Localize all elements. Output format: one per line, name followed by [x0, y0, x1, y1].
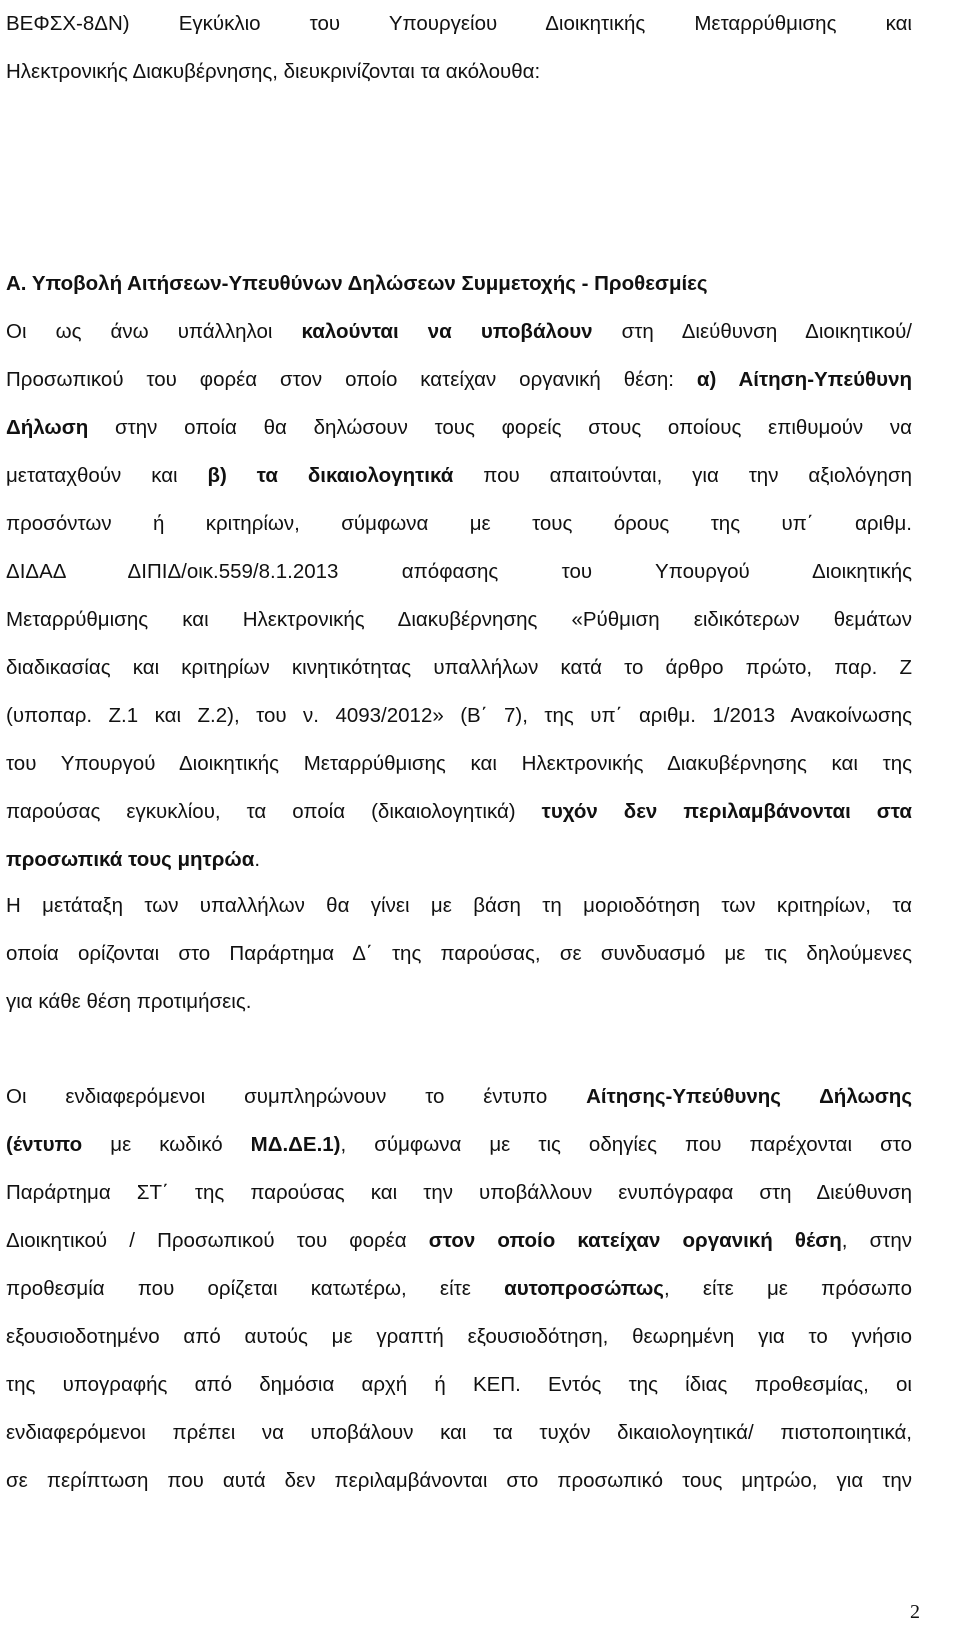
text-line — [6, 404, 912, 452]
text-run: (υποπαρ. Ζ.1 και Ζ.2), του ν. 4093/2012» (Β΄ 7), της υπ΄ αριθμ. 1/2013 Ανακοίνωσης — [6, 704, 912, 727]
text-run: Ηλεκτρονικής Διακυβέρνησης, διευκρινίζονται τα ακόλουθα: — [6, 60, 541, 83]
text-line — [6, 548, 912, 596]
text-line — [6, 788, 912, 836]
section-heading-text: Α. Υποβολή Αιτήσεων-Υπευθύνων Δηλώσεων Συμμετοχής - Προθεσμίες — [6, 272, 708, 295]
bold-text: προσωπικά τους μητρώα — [6, 848, 255, 871]
text-line — [6, 1457, 912, 1505]
text-run: Μεταρρύθμισης και Ηλεκτρονικής Διακυβέρνησης «Ρύθμιση ειδικότερων θεμάτων — [6, 608, 912, 631]
text-run: ενδιαφερόμενοι πρέπει να υποβάλουν και τα τυχόν δικαιολογητικά/ πιστοποιητικά, — [6, 1421, 912, 1444]
page-number: 2 — [910, 1601, 920, 1623]
text-line — [6, 48, 912, 96]
text-run: Η μετάταξη των υπαλλήλων θα γίνει με βάση τη μοριοδότηση των κριτηρίων, τα — [6, 894, 912, 917]
paragraph-1 — [6, 308, 912, 884]
text-run: Οι ως άνω υπάλληλοι — [6, 320, 302, 343]
text-line — [6, 308, 912, 356]
text-line — [6, 740, 912, 788]
text-run: Προσωπικού του φορέα στον οποίο κατείχαν οργανική θέση: — [6, 368, 697, 391]
bold-text: καλούνται να υποβάλουν — [301, 320, 593, 343]
text-run: , σύμφωνα με τις οδηγίες που παρέχονται στο — [340, 1133, 912, 1156]
text-line — [6, 1121, 912, 1169]
bold-text: στον οποίο κατείχαν οργανική θέση — [428, 1229, 842, 1252]
text-line — [6, 596, 912, 644]
text-line — [6, 356, 912, 404]
text-line — [6, 882, 912, 930]
text-run: για κάθε θέση προτιμήσεις. — [6, 990, 252, 1013]
text-run: παρούσας εγκυκλίου, τα οποία (δικαιολογητικά) — [6, 800, 542, 823]
section-heading — [6, 260, 912, 308]
text-line — [6, 836, 912, 884]
bold-text: α) Αίτηση-Υπεύθυνη — [696, 368, 912, 391]
paragraph-2 — [6, 882, 912, 1026]
text-run: Διοικητικού / Προσωπικού του φορέα — [6, 1229, 429, 1252]
text-line — [6, 1313, 912, 1361]
text-run: προσόντων ή κριτηρίων, σύμφωνα με τους όρους της υπ΄ αριθμ. — [6, 512, 912, 535]
paragraph-3 — [6, 1073, 912, 1505]
text-run: του Υπουργού Διοικητικής Μεταρρύθμισης και Ηλεκτρονικής Διακυβέρνησης και της — [6, 752, 912, 775]
text-line — [6, 0, 912, 48]
text-line — [6, 1361, 912, 1409]
bold-text: Δήλωση — [6, 416, 89, 439]
text-run: . — [254, 848, 261, 871]
bold-text: ΜΔ.ΔΕ.1) — [250, 1133, 341, 1156]
text-run: ΔΙΔΑΔ ΔΙΠΙΔ/οικ.559/8.1.2013 απόφασης του Υπουργού Διοικητικής — [6, 560, 912, 583]
text-line — [6, 1073, 912, 1121]
bold-text: Αίτησης-Υπεύθυνης Δήλωσης — [586, 1085, 912, 1108]
bold-text: αυτοπροσώπως — [504, 1277, 664, 1300]
text-run: ΒΕΦΣΧ-8ΔΝ) Εγκύκλιο του Υπουργείου Διοικητικής Μεταρρύθμισης και — [6, 12, 912, 35]
text-run: της υπογραφής από δημόσια αρχή ή ΚΕΠ. Εντός της ίδιας προθεσμίας, οι — [6, 1373, 912, 1396]
text-line — [6, 1217, 912, 1265]
bold-text: τυχόν δεν περιλαμβάνονται στα — [541, 800, 912, 823]
text-run: στην οποία θα δηλώσουν τους φορείς στους οποίους επιθυμούν να — [88, 416, 912, 439]
text-run: που απαιτούνται, για την αξιολόγηση — [453, 464, 912, 487]
text-line — [6, 692, 912, 740]
text-run: σε περίπτωση που αυτά δεν περιλαμβάνονται στο προσωπικό τους μητρώο, για την — [6, 1469, 912, 1492]
text-run: εξουσιοδοτημένο από αυτούς με γραπτή εξουσιοδότηση, θεωρημένη για το γνήσιο — [6, 1325, 912, 1348]
text-run: Οι ενδιαφερόμενοι συμπληρώνουν το έντυπο — [6, 1085, 587, 1108]
text-run: μεταταχθούν και — [6, 464, 208, 487]
text-line — [6, 452, 912, 500]
text-line — [6, 1265, 912, 1313]
text-run: οποία ορίζονται στο Παράρτημα Δ΄ της παρούσας, σε συνδυασμό με τις δηλούμενες — [6, 942, 912, 965]
bold-text: (έντυπο — [6, 1133, 83, 1156]
text-run: προθεσμία που ορίζεται κατωτέρω, είτε — [6, 1277, 505, 1300]
text-run: στη Διεύθυνση Διοικητικού/ — [592, 320, 912, 343]
text-run: διαδικασίας και κριτηρίων κινητικότητας υπαλλήλων κατά το άρθρο πρώτο, παρ. Ζ — [6, 656, 912, 679]
bold-text: β) τα δικαιολογητικά — [207, 464, 454, 487]
text-line — [6, 500, 912, 548]
text-run: Παράρτημα ΣΤ΄ της παρούσας και την υποβάλλουν ενυπόγραφα στη Διεύθυνση — [6, 1181, 912, 1204]
text-line — [6, 978, 912, 1026]
text-line — [6, 1409, 912, 1457]
text-line — [6, 1169, 912, 1217]
text-run: , στην — [841, 1229, 913, 1252]
text-run: , είτε με πρόσωπο — [663, 1277, 912, 1300]
text-line — [6, 930, 912, 978]
intro-text — [6, 0, 912, 96]
text-run: με κωδικό — [82, 1133, 251, 1156]
text-line — [6, 644, 912, 692]
